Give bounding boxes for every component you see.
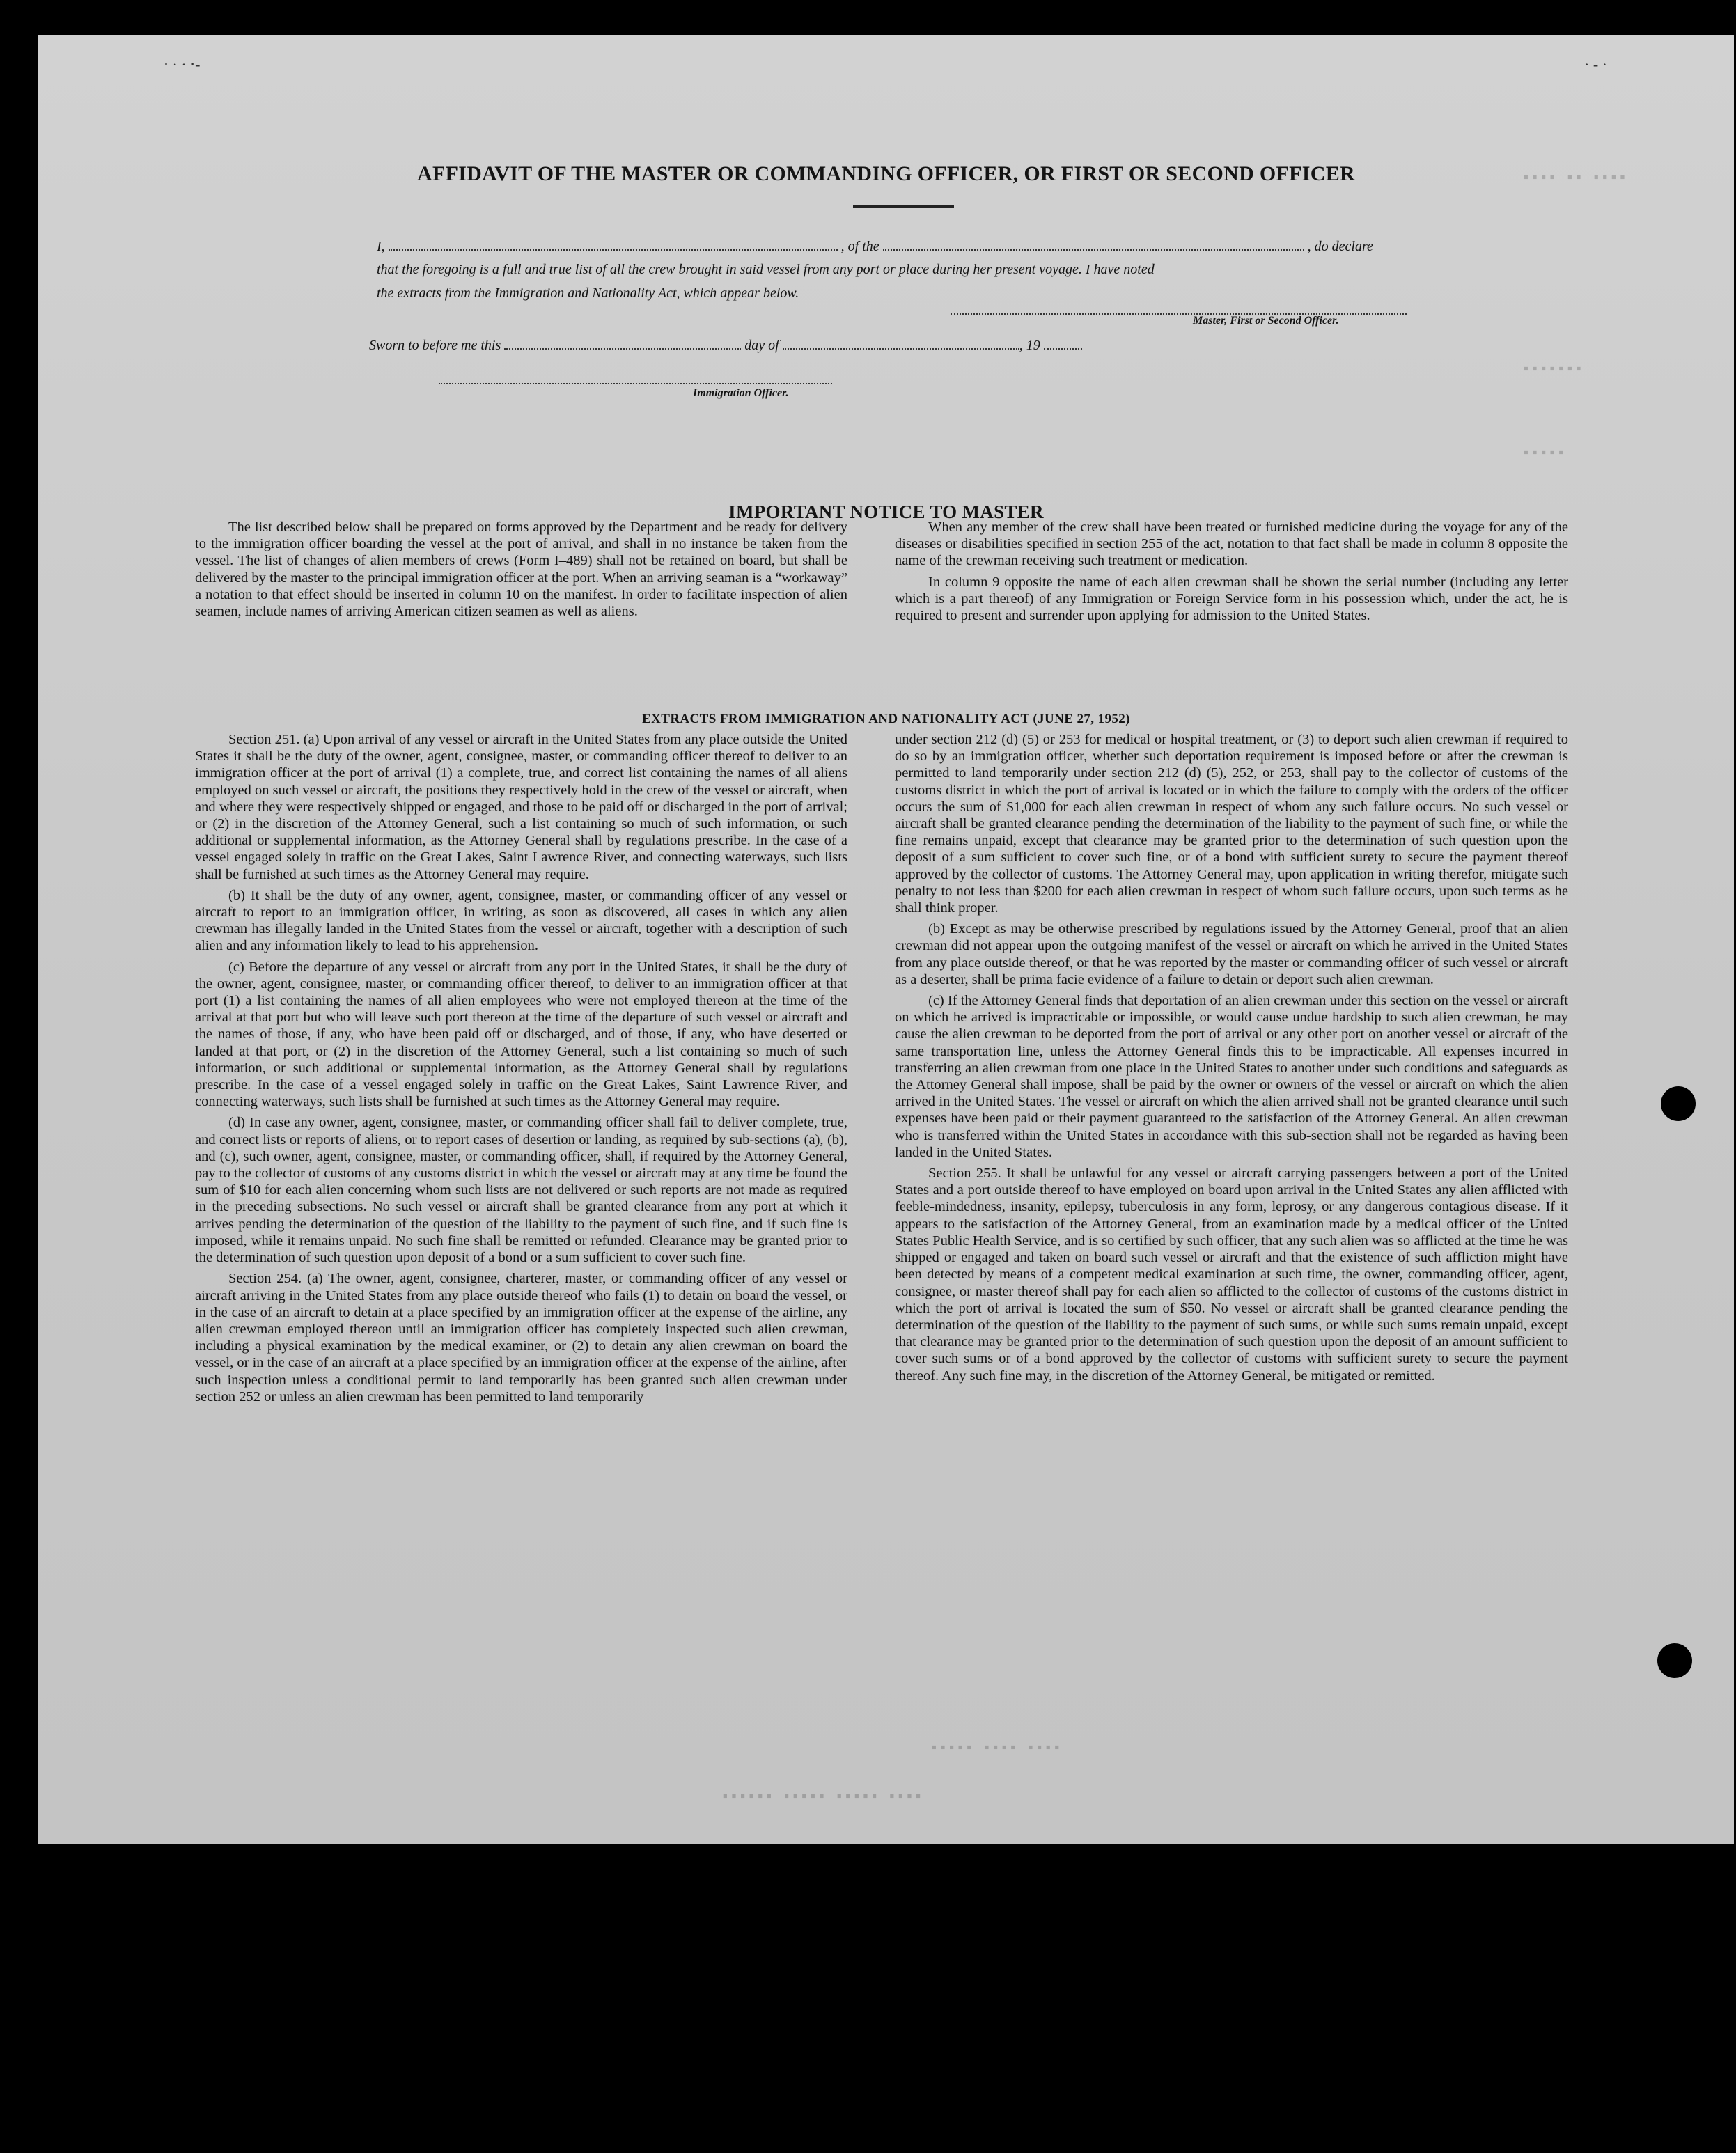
vessel-name-field[interactable] (883, 237, 1304, 251)
punch-hole (1657, 1643, 1692, 1678)
affidavit-of-the-label: , of the (840, 239, 879, 254)
bleed-through-text: ▪▪▪▪ ▪▪ ▪▪▪▪ (1522, 171, 1627, 187)
notice-paragraph: In column 9 opposite the name of each alien crewman shall be shown the serial number (including any letter which is a part thereof) of any Immigration or Foreign Service form in his possession which, under the act, he is required to present and surrender upon applying for admission to the United States. (895, 574, 1568, 624)
act-paragraph: Section 254. (a) The owner, agent, consignee, charterer, master, or commanding officer of any vessel or aircraft arriving in the United States from any place outside thereof who fails (1) to detain on board the vessel, or in the case of an aircraft to detain at a place specified by an immigration officer at the expense of the airline, any alien crewman employed thereon until an immigration officer has completely inspected such alien crewman, including a physical examination by the medical examiner, or (2) to detain any alien crewman on board the vessel, or in the case of an aircraft at a place specified by an immigration officer at the expense of the airline, after such inspection unless a conditional permit to land temporarily has been granted such alien crewman under section 252 or unless an alien crewman has been permitted to land temporarily (195, 1271, 847, 1404)
act-paragraph: (b) It shall be the duty of any owner, agent, consignee, master, or commanding officer of any vessel or aircraft to report to an immigration officer, in writing, as soon as discovered, all cases in which any alien crewman has illegally landed in the United States from the vessel or aircraft, together with a description of such alien and any information likely to lead to his apprehension. (195, 887, 847, 954)
affidavit-title: AFFIDAVIT OF THE MASTER OR COMMANDING OFFICER, OR FIRST OR SECOND OFFICER (416, 162, 1355, 185)
extracts-right-column (895, 731, 1568, 1384)
corner-mark: · - · (1584, 56, 1607, 73)
master-name-field[interactable] (389, 237, 838, 251)
bleed-through-text: ▪▪▪▪▪ ▪▪▪▪ ▪▪▪▪ (930, 1741, 1062, 1757)
officer-signature-line[interactable] (439, 382, 832, 384)
title-rule (853, 205, 954, 208)
act-paragraph: Section 251. (a) Upon arrival of any vessel or aircraft in the United States from any place outside the United States it shall be the duty of the owner, agent, consignee, master, or commanding officer thereof to deliver to an immigration officer at the port of arrival (1) a complete, true, and correct list containing the names of all aliens employed on such vessel or aircraft, the positions they respectively hold in the crew of the vessel or aircraft, when and where they were respectively shipped or engaged, and those to be paid off or discharged in the port of arrival; or (2) in the discretion of the Attorney General, such a list containing so much of such information, or such additional or supplemental information, as the Attorney General shall by regulations prescribe. In the case of a vessel engaged solely in traffic on the Great Lakes, Saint Lawrence River, and connecting waterways, such lists shall be furnished at such times as the Attorney General may require. (195, 732, 847, 882)
sworn-day-field[interactable] (504, 336, 741, 350)
act-paragraph: (d) In case any owner, agent, consignee, master, or commanding officer shall fail to deliver complete, true, and correct lists or reports of aliens, or to report cases of desertion or landing, as required by sub-sections (a), (b), and (c), such owner, agent, consignee, master, or commanding officer, shall, if required by the Attorney General, pay to the collector of customs of any customs district in which the vessel or aircraft may at any time be found the sum of $10 for each alien concerning whom such lists are not delivered or such reports are not made as required in the preceding subsections. No such vessel or aircraft shall be granted clearance from any port at which it arrives pending the determination of the question of the liability to the payment of such fine, and if such fine is imposed, while it remains unpaid. No such fine shall be remitted or refunded. Clearance may be granted prior to the determination of such question upon deposit of a bond or a sum sufficient to cover such fine. (195, 1115, 847, 1266)
notice-left-column (195, 519, 847, 620)
act-paragraph: under section 212 (d) (5) or 253 for medical or hospital treatment, or (3) to deport such alien crewman if required to do so by an immigration officer, whether such deportation requirement is imposed before or after the crewman is permitted to land temporarily under section 212 (d) (5), 252, or 253, shall pay to the collector of customs of the customs district in which the port of arrival is located or in which the failure to comply with the orders of the officer occurs the sum of $1,000 for each alien crewman in respect of whom any such failure occurs. No such vessel or aircraft shall be granted clearance pending the determination of the liability to the payment of such fine, or while the fine remains unpaid, except that clearance may be granted prior to the determination of such question upon the deposit of a sum sufficient to cover such fine, or of a bond with sufficient surety to secure the payment thereof approved by the collector of customs. The Attorney General may, upon application in writing therefor, mitigate such penalty to not less than $200 for each alien crewman in respect of whom such failure occurs, upon such terms as he shall think proper. (895, 732, 1568, 916)
document-page (38, 35, 1734, 1844)
bleed-through-text: ▪▪▪▪▪ (1522, 446, 1566, 462)
corner-mark: ‧ · · ‧- (164, 56, 201, 73)
act-paragraph: (c) Before the departure of any vessel or aircraft from any port in the United States, it shall be the duty of the owner, agent, consignee, master, or commanding officer thereof, to deliver to an immigration officer at that port (1) a list containing the names of all alien employees who were not employed thereon at the time of the arrival at that port but who will leave such port thereon at the time of the departure of such vessel or aircraft and the names of those, if any, who have been paid off or discharged, and of those, if any, who have deserted or landed at that port, or (2) in the discretion of the Attorney General, such a list containing so much of such information, or such additional or supplemental information, as the Attorney General shall by regulations prescribe. In the case of a vessel engaged solely in traffic on the Great Lakes, Saint Lawrence River, and connecting waterways, such lists shall be furnished at such times as the Attorney General may require. (195, 959, 847, 1110)
sworn-day-of-label: day of (744, 338, 779, 353)
notice-right-column (895, 519, 1568, 624)
act-paragraph: (c) If the Attorney General finds that deportation of an alien crewman under this section on the vessel or aircraft on which he arrived is impracticable or impossible, or would cause undue hardship to such alien crewman, he may cause the alien crewman to be deported from the port of arrival or any other port on another vessel or aircraft of the same transportation line, unless the Attorney General finds this to be impracticable. All expenses incurred in transferring an alien crewman from one place in the United States to another under such conditions and safeguards as the Attorney General shall impose, shall be paid by the owner or owners of the vessel or aircraft on which the alien arrived in the United States. The vessel or aircraft on which the alien arrived shall not be granted clearance until such expenses have been paid or their payment guaranteed to the satisfaction of the Attorney General. An alien crewman who is transferred within the United States in accordance with this sub-section shall not be regarded as having been landed in the United States. (895, 993, 1568, 1160)
punch-hole (1661, 1086, 1696, 1121)
notice-title: IMPORTANT NOTICE TO MASTER (728, 501, 1044, 522)
sworn-year-field[interactable] (1044, 336, 1082, 350)
bleed-through-text: ▪▪▪▪▪▪▪ (1522, 362, 1583, 378)
extracts-left-column (195, 731, 847, 1405)
notice-paragraph: The list described below shall be prepared on forms approved by the Department and be ready for delivery to the immigration officer boarding the vessel at the port of arrival, and shall in no instance be taken from the vessel. The list of changes of alien members of crews (Form I–489) shall not be retained on board, but shall be delivered by the master to the principal immigration officer at the port. When an arriving seaman is a “workaway” a notation to that effect should be inserted in column 10 on the manifest. In order to facilitate inspection of alien seamen, include names of arriving American citizen seamen as well as aliens. (195, 519, 847, 620)
affidavit-statement-line: that the foregoing is a full and true list of all the crew brought in said vessel from any port or place during her present voyage. I have noted (377, 262, 1155, 277)
affidavit-declare-label: , do declare (1307, 239, 1373, 254)
sworn-year-label: , 19 (1019, 338, 1040, 353)
sworn-month-field[interactable] (783, 336, 1019, 350)
act-paragraph: Section 255. It shall be unlawful for any vessel or aircraft carrying passengers between a port of the United States and a port outside thereof to have employed on board upon arrival in the United States any alien afflicted with feeble-mindedness, insanity, epilepsy, tuberculosis in any form, leprosy, or any dangerous contagious disease. If it appears to the satisfaction of the Attorney General, from an examination made by a medical officer of the United States Public Health Service, and is so certified by such officer, that any such alien was so afflicted at the time he was shipped or engaged and taken on board such vessel or aircraft and that the existence of such affliction might have been detected by means of a competent medical examination at such time, the owner, commanding officer, agent, consignee, or master thereof shall pay for each alien so afflicted to the collector of customs of the customs district in which the port of arrival is located the sum of $50. No vessel or aircraft shall be granted clearance pending the determination of the question of the liability to the payment of such sums, or while such sums remain unpaid, except that clearance may be granted prior to the determination of such question upon the deposit of an amount sufficient to cover such sums or of a bond approved by the collector of customs with sufficient surety to secure the payment thereof. Any such fine may, in the discretion of the Attorney General, be mitigated or remitted. (895, 1166, 1568, 1384)
sworn-label: Sworn to before me this (369, 338, 501, 353)
master-signature-caption: Master, First or Second Officer. (1193, 315, 1339, 327)
affidavit-statement-line: the extracts from the Immigration and Nationality Act, which appear below. (377, 285, 799, 301)
affidavit-i-label: I, (377, 239, 385, 254)
officer-signature-caption: Immigration Officer. (693, 387, 789, 399)
extracts-title: EXTRACTS FROM IMMIGRATION AND NATIONALITY ACT (JUNE 27, 1952) (642, 712, 1130, 726)
notice-paragraph: When any member of the crew shall have been treated or furnished medicine during the voyage for any of the diseases or disabilities specified in section 255 of the act, notation to that fact shall be made in column 8 opposite the name of the crewman receiving such treatment or medication. (895, 519, 1568, 569)
bleed-through-text: ▪▪▪▪▪▪ ▪▪▪▪▪ ▪▪▪▪▪ ▪▪▪▪ (721, 1790, 923, 1806)
affidavit-declaration-line (377, 237, 1373, 255)
sworn-line (369, 336, 1082, 354)
act-paragraph: (b) Except as may be otherwise prescribed by regulations issued by the Attorney General, proof that an alien crewman did not appear upon the outgoing manifest of the vessel or aircraft on which he arrived in the United States from any place outside thereof, or that he was reported by the master or commanding officer of such vessel or aircraft as a deserter, shall be prima facie evidence of a failure to detain or deport such alien crewman. (895, 921, 1568, 987)
